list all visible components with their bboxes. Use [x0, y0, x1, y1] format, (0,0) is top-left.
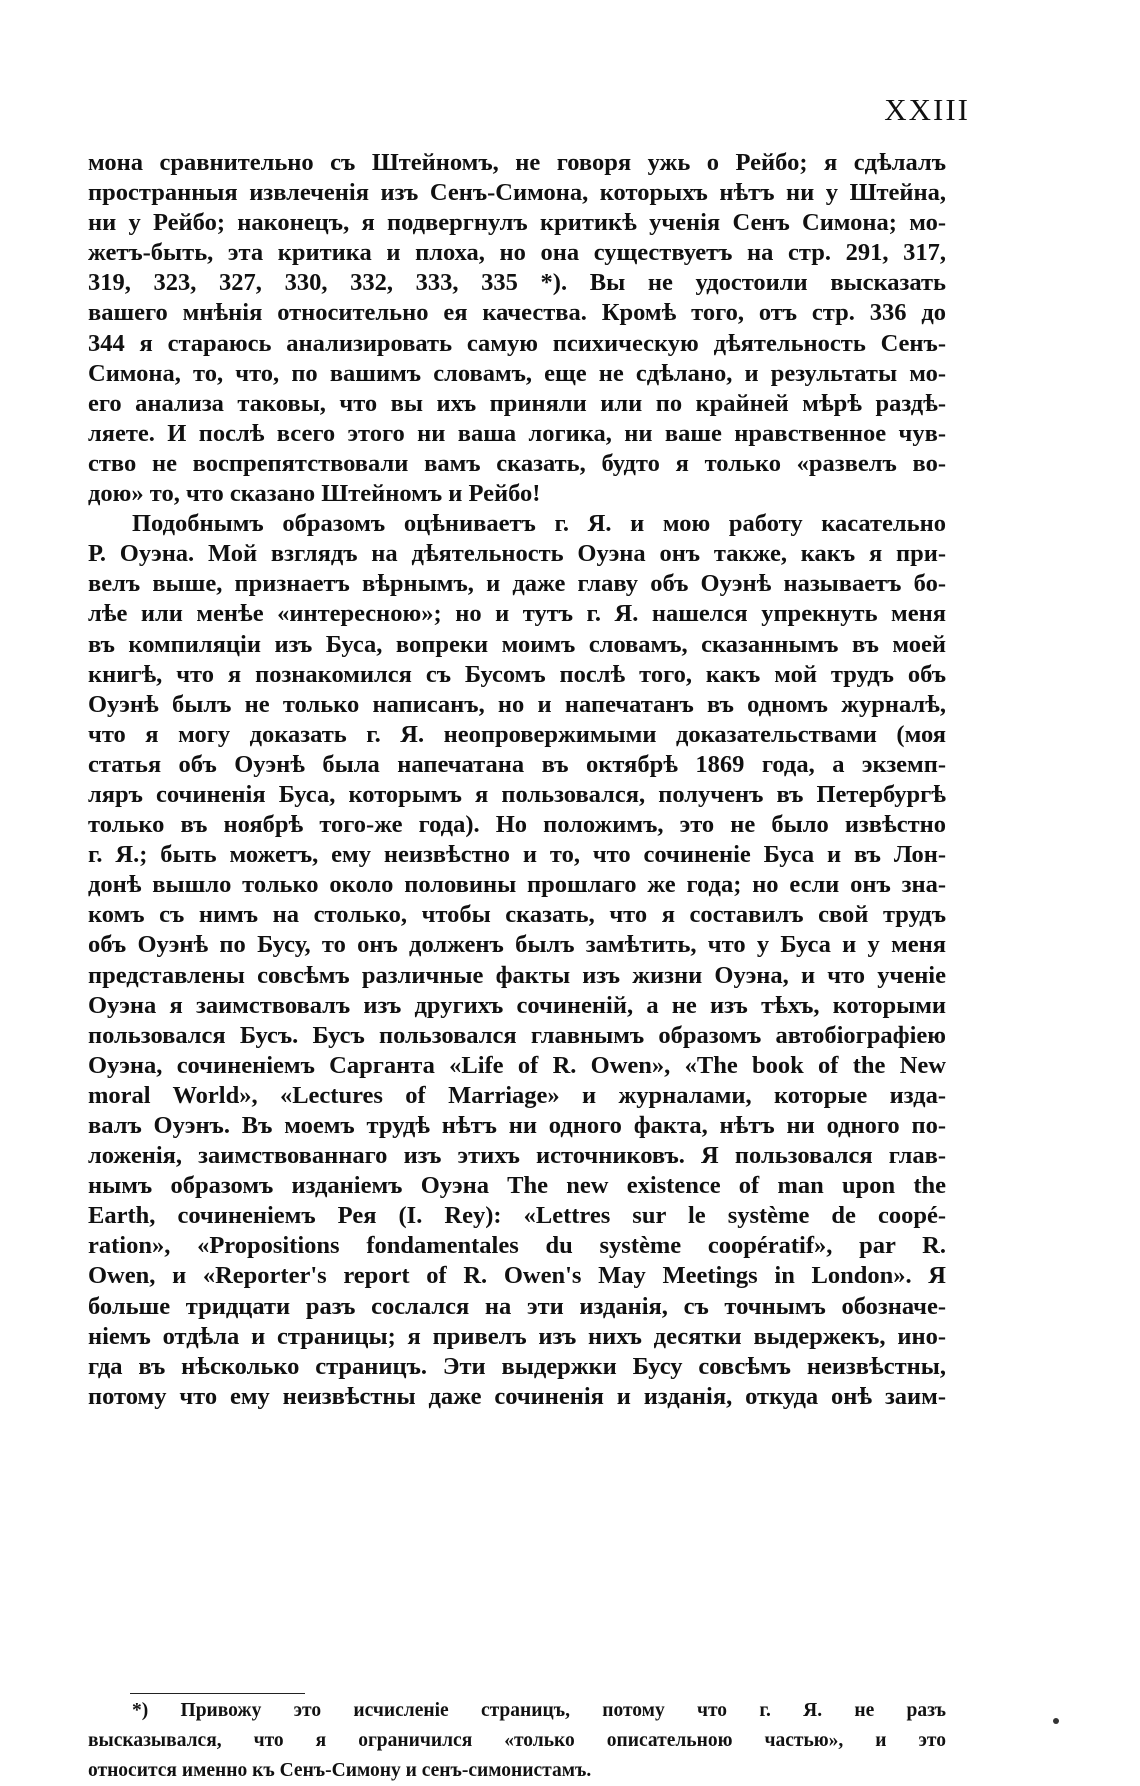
text-line: Р. Оуэна. Мой взглядъ на дѣятельность Оуэна онъ также, какъ я при-: [88, 540, 946, 568]
text-line: Оуэна я заимствовалъ изъ другихъ сочиненій, а не изъ тѣхъ, которыми: [88, 991, 946, 1019]
text-line: нымъ образомъ изданіемъ Оуэна The new existence of man upon the: [88, 1172, 946, 1200]
text-line: дою» то, что сказано Штейномъ и Рейбо!: [88, 480, 541, 508]
page-number: XXIII: [884, 92, 970, 127]
text-line: что я могу доказать г. Я. неопровержимыми доказательствами (моя: [88, 720, 946, 748]
text-line: только въ ноябрѣ того-же года). Но положимъ, это не было извѣстно: [88, 811, 946, 839]
text-line: пространныя извлеченія изъ Сенъ-Симона, которыхъ нѣтъ ни у Штейна,: [88, 179, 946, 207]
body-text: [88, 148, 946, 1412]
text-line: ляръ сочиненія Буса, которымъ я пользовался, полученъ въ Петербургѣ: [88, 780, 946, 808]
text-line: комъ съ нимъ на столько, чтобы сказать, что я составилъ свой трудъ: [88, 901, 946, 929]
text-line: жетъ-быть, эта критика и плоха, но она существуетъ на стр. 291, 317,: [88, 239, 946, 267]
text-line: валъ Оуэнъ. Въ моемъ трудѣ нѣтъ ни одного факта, нѣтъ ни одного по-: [88, 1112, 946, 1139]
text-line: ложенія, заимствованнаго изъ этихъ источниковъ. Я пользовался глав-: [88, 1142, 946, 1170]
text-line: вашего мнѣнія относительно ея качества. Кромѣ того, отъ стр. 336 до: [88, 299, 946, 327]
text-line: донѣ вышло только около половины прошлаго же года; но если онъ зна-: [88, 871, 946, 899]
text-line: потому что ему неизвѣстны даже сочиненія и изданія, откуда онѣ заим-: [88, 1382, 946, 1410]
text-line: Earth, сочиненіемъ Рея (I. Rey): «Lettres sur le système de coopé-: [88, 1202, 946, 1230]
text-line: велъ выше, признаетъ вѣрнымъ, и даже главу объ Оуэнѣ называетъ бо-: [88, 570, 946, 598]
text-line: статья объ Оуэнѣ была напечатана въ октябрѣ 1869 года, а экземп-: [88, 750, 946, 778]
text-line: въ компиляціи изъ Буса, вопреки моимъ словамъ, сказаннымъ въ моей: [88, 630, 946, 658]
text-line: объ Оуэнѣ по Бусу, то онъ долженъ былъ замѣтить, что у Буса и у меня: [88, 931, 946, 959]
text-line: Owen, и «Reporter's report of R. Owen's May Meetings in London». Я: [88, 1262, 946, 1290]
footnote-line: *) Привожу это исчисленіе страницъ, потому что г. Я. не разъ: [132, 1700, 946, 1721]
footnote-line: относится именно къ Сенъ-Симону и сенъ-симонистамъ.: [88, 1760, 592, 1781]
text-line: 344 я стараюсь анализировать самую психическую дѣятельность Сенъ-: [88, 329, 946, 357]
text-line: Симона, то, что, по вашимъ словамъ, еще не сдѣлано, и результаты мо-: [88, 359, 946, 387]
text-line: мона сравнительно съ Штейномъ, не говоря ужь о Рейбо; я сдѣлалъ: [88, 149, 946, 176]
footnote: [88, 1696, 946, 1786]
text-line: лѣе или менѣе «интересною»; но и тутъ г. Я. нашелся упрекнуть меня: [88, 600, 946, 628]
text-line: ration», «Propositions fondamentales du système coopératif», par R.: [88, 1232, 946, 1260]
text-line: ство не воспрепятствовали вамъ сказать, будто я только «развелъ во-: [88, 449, 946, 477]
text-line: ніемъ отдѣла и страницы; я привелъ изъ нихъ десятки выдержекъ, ино-: [88, 1322, 946, 1350]
text-line: Оуэнѣ былъ не только написанъ, но и напечатанъ въ одномъ журналѣ,: [88, 690, 946, 718]
text-line: ляете. И послѣ всего этого ни ваша логика, ни ваше нравственное чув-: [88, 419, 946, 447]
footnote-separator: [130, 1693, 305, 1694]
print-speck: [1053, 1718, 1059, 1724]
footnote-line: высказывался, что я ограничился «только описательною частью», и это: [88, 1730, 946, 1751]
text-line: ни у Рейбо; наконецъ, я подвергнулъ критикѣ ученія Сенъ Симона; мо-: [88, 209, 946, 237]
text-line: его анализа таковы, что вы ихъ приняли или по крайней мѣрѣ раздѣ-: [88, 389, 946, 417]
text-line: представлены совсѣмъ различные факты изъ жизни Оуэна, и что ученіе: [88, 961, 946, 989]
paragraph-start-line: Подобнымъ образомъ оцѣниваетъ г. Я. и мою работу касательно: [132, 510, 946, 538]
text-line: moral World», «Lectures of Marriage» и журналами, которые изда-: [88, 1081, 946, 1109]
text-line: больше тридцати разъ сослался на эти изданія, съ точнымъ обозначе-: [88, 1292, 946, 1320]
text-line: гда въ нѣсколько страницъ. Эти выдержки Бусу совсѣмъ неизвѣстны,: [88, 1352, 946, 1380]
text-line: Оуэна, сочиненіемъ Сарганта «Life of R. Owen», «The book of the New: [88, 1051, 946, 1079]
text-line: пользовался Бусъ. Бусъ пользовался главнымъ образомъ автобіографіею: [88, 1021, 946, 1049]
text-line: г. Я.; быть можетъ, ему неизвѣстно и то, что сочиненіе Буса и въ Лон-: [88, 841, 946, 869]
text-line: книгѣ, что я познакомился съ Бусомъ послѣ того, какъ мой трудъ объ: [88, 660, 946, 688]
text-line: 319, 323, 327, 330, 332, 333, 335 *). Вы не удостоили высказать: [88, 269, 946, 297]
